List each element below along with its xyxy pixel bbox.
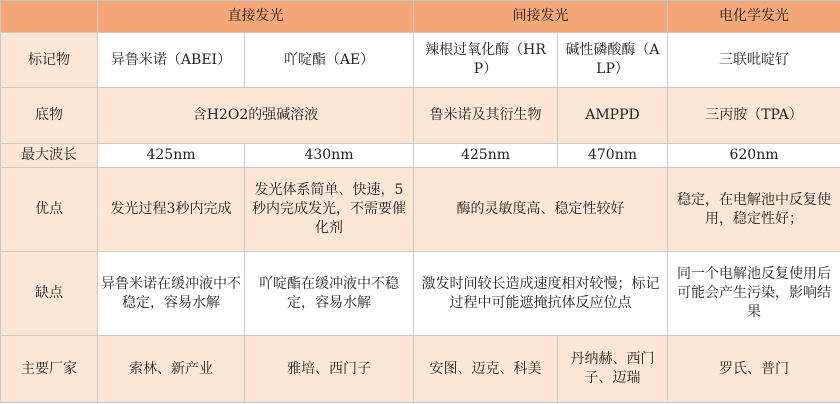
cell-label-abei: 异鲁米诺（ABEI）	[98, 33, 245, 88]
header-direct: 直接发光	[98, 1, 414, 33]
cell-cons-ae: 吖啶酯在缓冲液中不稳定，容易水解	[245, 252, 414, 336]
cell-substrate-hrp: 鲁米诺及其衍生物	[414, 88, 558, 144]
cell-pros-abei: 发光过程3秒内完成	[98, 168, 245, 252]
row-title-makers: 主要厂家	[1, 336, 98, 403]
cell-wavelength-ae: 430nm	[245, 144, 414, 168]
row-title-wavelength: 最大波长	[1, 144, 98, 168]
cell-substrate-direct: 含H2O2的强碱溶液	[98, 88, 414, 144]
cell-label-ruthenium: 三联吡啶钌	[668, 33, 840, 88]
cell-cons-abei: 异鲁米诺在缓冲液中不稳定，容易水解	[98, 252, 245, 336]
row-makers	[1, 336, 840, 403]
row-wavelength	[1, 144, 840, 168]
row-title-cons: 缺点	[1, 252, 98, 336]
row-pros	[1, 168, 840, 252]
header-corner-cell	[1, 1, 98, 33]
cell-wavelength-hrp: 425nm	[414, 144, 558, 168]
row-title-label: 标记物	[1, 33, 98, 88]
cell-wavelength-alp: 470nm	[558, 144, 668, 168]
header-indirect: 间接发光	[414, 1, 668, 33]
cell-label-hrp: 辣根过氧化酶（HRP）	[414, 33, 558, 88]
row-label	[1, 33, 840, 88]
header-row	[1, 1, 840, 33]
cell-wavelength-electro: 620nm	[668, 144, 840, 168]
cell-cons-electro: 同一个电解池反复使用后可能会产生污染，影响结果	[668, 252, 840, 336]
cell-substrate-alp: AMPPD	[558, 88, 668, 144]
row-substrate	[1, 88, 840, 144]
cell-cons-indirect: 激发时间较长造成速度相对较慢；标记过程中可能遮掩抗体反应位点	[414, 252, 668, 336]
header-electro: 电化学发光	[668, 1, 840, 33]
cell-makers-alp: 丹纳赫、西门子、迈瑞	[558, 336, 668, 403]
cell-pros-indirect: 酶的灵敏度高、稳定性较好	[414, 168, 668, 252]
cell-pros-ae: 发光体系简单、快速，5秒内完成发光，不需要催化剂	[245, 168, 414, 252]
cell-label-ae: 吖啶酯（AE）	[245, 33, 414, 88]
cell-wavelength-abei: 425nm	[98, 144, 245, 168]
row-title-substrate: 底物	[1, 88, 98, 144]
row-title-pros: 优点	[1, 168, 98, 252]
cell-pros-electro: 稳定，在电解池中反复使用，稳定性好；	[668, 168, 840, 252]
cell-label-alp: 碱性磷酸酶（ALP）	[558, 33, 668, 88]
row-cons	[1, 252, 840, 336]
cell-makers-electro: 罗氏、普门	[668, 336, 840, 403]
cell-substrate-electro: 三丙胺（TPA）	[668, 88, 840, 144]
cell-makers-abei: 索林、新产业	[98, 336, 245, 403]
cell-makers-hrp: 安图、迈克、科美	[414, 336, 558, 403]
cell-makers-ae: 雅培、西门子	[245, 336, 414, 403]
